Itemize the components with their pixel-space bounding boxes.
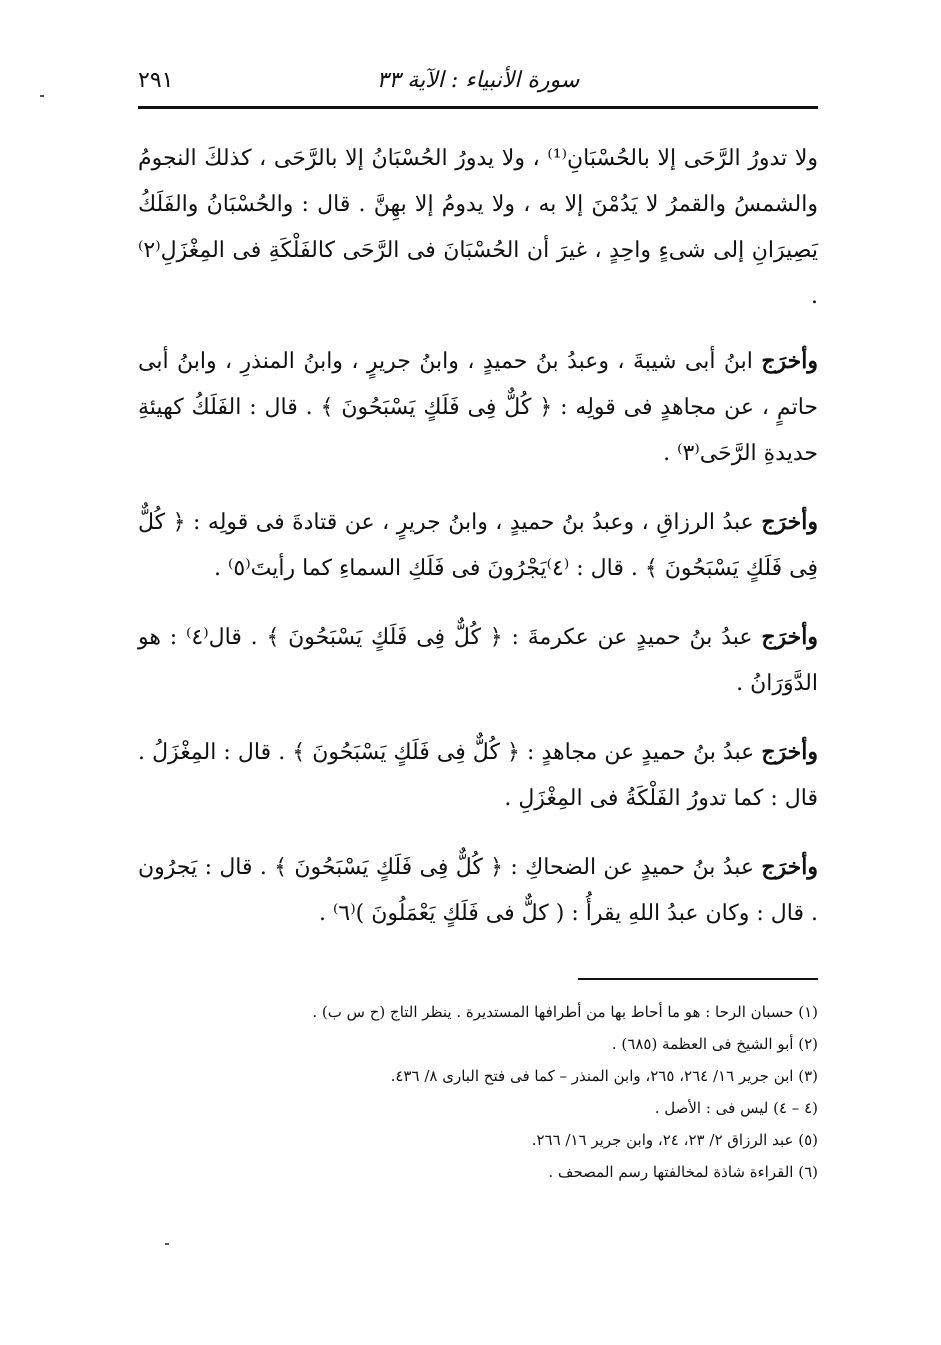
- paragraph-lead: وأخرَج: [761, 854, 818, 880]
- paragraph: [138, 614, 818, 707]
- footnote: (٣) ابن جرير ١٦/ ٢٦٤، ٢٦٥، وابن المنذر – كما فى فتح البارى ٨/ ٤٣٦.: [390, 1067, 818, 1085]
- main-text: [138, 136, 818, 959]
- paragraph-text: ابنُ أبى شيبةَ ، وعبدُ بنُ حميدٍ ، وابنُ جريرٍ ، وابنُ المنذرِ ، وابنُ أبى حاتمٍ ، عن مجاهدٍ فى قولِه : ﴿ كُلٌّ فِى فَلَكٍ يَسْبَحُونَ ﴾ . قال : الفَلَكُ كهيئةِ حديدةِ الرَّحَى⁽٣⁾ .: [138, 349, 818, 466]
- paragraph: [138, 499, 818, 592]
- paragraph-text: عبدُ بنُ حميدٍ عن الضحاكِ : ﴿ كُلٌّ فِى فَلَكٍ يَسْبَحُونَ ﴾ . قال : يَجرُون . قال : وكان عبدُ اللهِ يقرأُ : ( كلٌّ فى فَلَكٍ يَعْمَلُونَ )⁽٦⁾ .: [138, 855, 818, 926]
- paragraph-lead: وأخرَج: [761, 624, 818, 650]
- footnote: (٦) القراءة شاذة لمخالفتها رسم المصحف .: [548, 1163, 818, 1181]
- paragraph-lead: وأخرَج: [761, 509, 818, 535]
- scan-speck: [40, 95, 44, 97]
- paragraph-text: عبدُ بنُ حميدٍ عن عكرمةَ : ﴿ كُلٌّ فِى فَلَكٍ يَسْبَحُونَ ﴾ . قال⁽٤⁾ : هو الدَّوَرَانُ .: [138, 625, 818, 696]
- paragraph: [138, 338, 818, 477]
- scan-speck: [165, 1243, 169, 1245]
- paragraph-lead: وأخرَج: [761, 348, 818, 374]
- paragraph: [138, 729, 818, 822]
- page-number: ٢٩١: [138, 68, 174, 93]
- header-rule: [138, 106, 818, 109]
- paragraph-text: عبدُ الرزاقِ ، وعبدُ بنُ حميدٍ ، وابنُ جريرٍ ، عن قتادةَ فى قولِه : ﴿ كُلٌّ فِى فَلَكٍ يَسْبَحُونَ ﴾ . قال : ⁽٤⁾يَجْرُونَ فى فَلَكِ السماءِ كما رأيتَ⁽٥⁾ .: [138, 510, 818, 581]
- footnotes: [138, 996, 818, 1188]
- paragraph: [138, 136, 818, 320]
- paragraph-text: عبدُ بنُ حميدٍ عن مجاهدٍ : ﴿ كُلٌّ فِى فَلَكٍ يَسْبَحُونَ ﴾ . قال : المِغْزَلُ . قال : كما تدورُ الفَلْكَةُ فى المِغْزَلِ .: [138, 740, 818, 811]
- footnote: (٤ – ٤) ليس فى : الأصل .: [654, 1099, 818, 1117]
- footnote: (١) حسبان الرحا : هو ما أحاط بها من أطرافها المستديرة . ينظر التاج (ح س ب) .: [312, 1003, 818, 1021]
- running-title: سورة الأنبياء : الآية ٣٣: [376, 68, 580, 93]
- footnote: (٢) أبو الشيخ فى العظمة (٦٨٥) .: [611, 1035, 818, 1053]
- paragraph-text: ولا تدورُ الرَّحَى إلا بالحُسْبَانِ⁽¹⁾ ، ولا يدورُ الحُسْبَانُ إلا بالرَّحَى ، كذلكَ النجومُ والشمسُ والقمرُ لا يَدُمْنَ إلا به ، ولا يدومُ إلا بهِنَّ . قال : والحُسْبَانُ والفَلَكُ يَصِيرَانِ إلى شىءٍ واحِدٍ ، غيرَ أن الحُسْبَانَ فى الرَّحَى كالفَلْكَةِ فى المِغْزَلِ⁽٢⁾ .: [138, 146, 818, 309]
- running-header: [138, 62, 818, 102]
- paragraph-lead: وأخرَج: [761, 739, 819, 765]
- paragraph: [138, 844, 818, 937]
- footnote-rule: [578, 978, 818, 980]
- footnote: (٥) عبد الرزاق ٢/ ٢٣، ٢٤، وابن جرير ١٦/ ٢٦٦.: [531, 1131, 818, 1149]
